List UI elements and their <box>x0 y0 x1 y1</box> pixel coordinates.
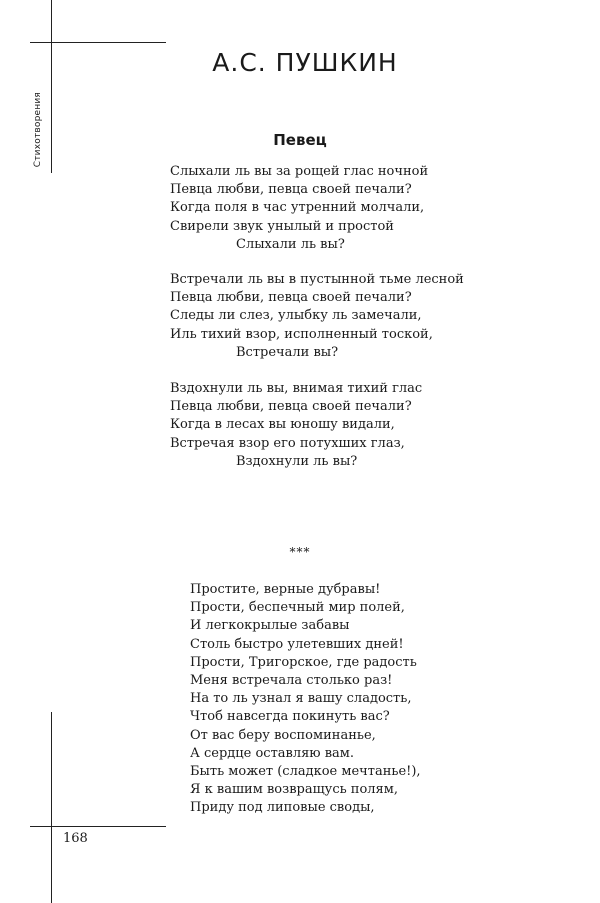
verse-line: Слыхали ль вы за рощей глас ночной <box>170 164 429 179</box>
poem-title: Певец <box>273 131 327 149</box>
verse-line: На то ль узнал я вашу сладость, <box>190 691 412 707</box>
margin-rule-vertical-top <box>51 0 52 173</box>
verse-line: Столь быстро улетевших дней! <box>190 636 404 652</box>
verse-line: Встречая взор его потухших глаз, <box>170 435 405 451</box>
verse-line: Простите, верные дубравы! <box>190 582 381 597</box>
verse-line: А сердце оставляю вам. <box>190 745 355 761</box>
verse-line: Прости, беспечный мир полей, <box>190 600 405 616</box>
section-separator: *** <box>289 545 311 559</box>
verse-line: Вздохнули ль вы, внимая тихий глас <box>170 381 423 396</box>
margin-rule-vertical-bottom <box>51 712 52 903</box>
margin-rule-horizontal-bottom <box>30 826 166 827</box>
verse-line: Иль тихий взор, исполненный тоской, <box>170 326 433 342</box>
margin-rule-horizontal-top <box>30 42 166 43</box>
section-label: Стихотворения <box>33 92 43 168</box>
verse-refrain: Встречали вы? <box>236 344 339 360</box>
verse-line: Певца любви, певца своей печали? <box>170 182 412 198</box>
verse-line: Меня встречала столько раз! <box>190 673 393 689</box>
verse-line: Приду под липовые своды, <box>190 800 375 816</box>
author-heading: А.С. ПУШКИН <box>212 48 398 77</box>
stanza-3 <box>170 380 500 471</box>
stanza-2 <box>170 271 500 362</box>
verse-line: Следы ли слез, улыбку ль замечали, <box>170 308 422 324</box>
poem-2 <box>190 581 490 818</box>
verse-line: Чтоб навсегда покинуть вас? <box>190 709 390 725</box>
verse-line: Встречали ль вы в пустынной тьме лесной <box>170 272 464 287</box>
verse-line: Когда в лесах вы юношу видали, <box>170 417 395 433</box>
verse-line: Прости, Тригорское, где радость <box>190 654 417 670</box>
verse-refrain: Вздохнули ль вы? <box>236 453 358 469</box>
page-number: 168 <box>63 831 88 846</box>
verse-line: И легкокрылые забавы <box>190 618 350 634</box>
verse-refrain: Слыхали ль вы? <box>236 236 345 252</box>
verse-line: Когда поля в час утренний молчали, <box>170 200 425 216</box>
verse-line: Я к вашим возвращусь полям, <box>190 782 398 798</box>
stanza-1 <box>170 163 500 254</box>
verse-line: Певца любви, певца своей печали? <box>170 290 412 306</box>
verse-line: От вас беру воспоминанье, <box>190 727 376 743</box>
verse-line: Свирели звук унылый и простой <box>170 218 394 234</box>
verse-line: Быть может (сладкое мечтанье!), <box>190 764 421 780</box>
verse-line: Певца любви, певца своей печали? <box>170 399 412 415</box>
